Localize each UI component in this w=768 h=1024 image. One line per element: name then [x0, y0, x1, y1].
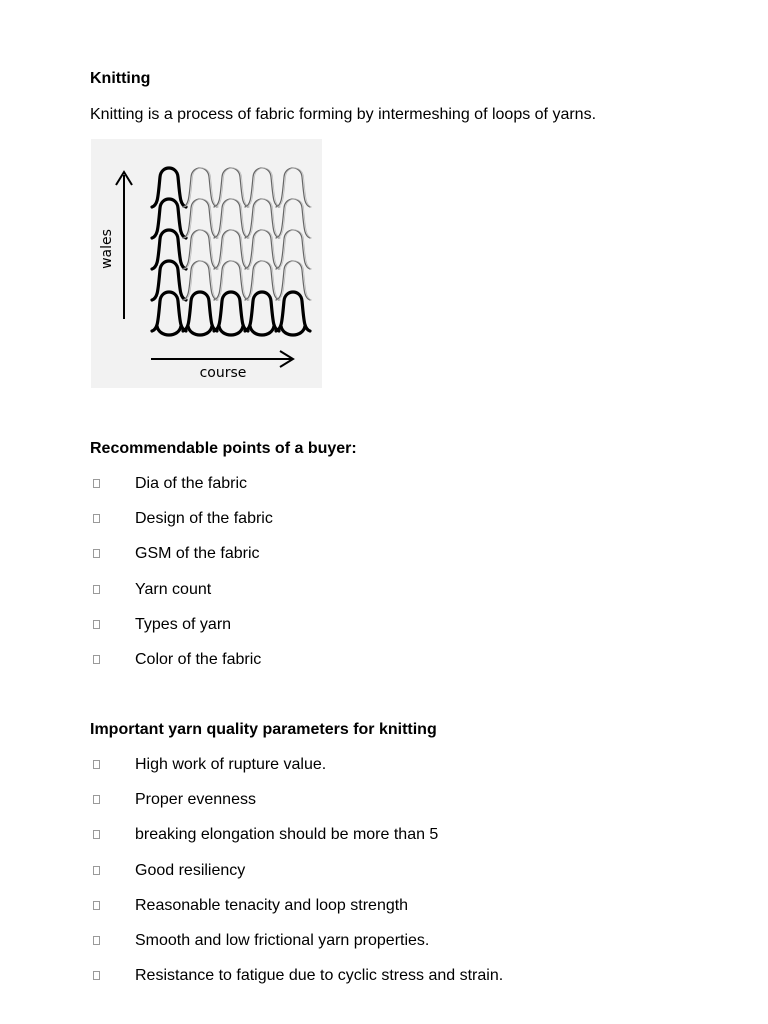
bullet-box-icon	[93, 971, 100, 980]
list-item-text: Design of the fabric	[135, 510, 273, 528]
list-item-text: Dia of the fabric	[135, 475, 248, 492]
bullet-box-icon	[93, 866, 100, 875]
wales-arrow	[116, 172, 132, 319]
buyer-points-heading: Recommendable points of a buyer:	[90, 440, 357, 457]
bullet-box-icon	[93, 620, 100, 629]
knit-loop-bottom	[250, 326, 274, 335]
knit-loop-bottom	[157, 326, 181, 335]
bullet-box-icon	[93, 514, 100, 523]
list-item-text: Smooth and low frictional yarn properties.	[135, 931, 430, 949]
list-item-text: High work of rupture value.	[135, 756, 327, 773]
list-item-text: Color of the fabric	[135, 650, 262, 668]
knitting-heading: Knitting	[90, 70, 151, 87]
knitting-diagram	[91, 139, 322, 388]
knit-loop-bottom	[219, 326, 243, 335]
bullet-box-icon	[93, 901, 100, 910]
list-item-text: Types of yarn	[135, 615, 232, 633]
bullet-box-icon	[93, 795, 100, 804]
bullet-box-icon	[93, 760, 100, 769]
list-item-text: Good resiliency	[135, 861, 246, 879]
knit-loop-bottom	[188, 326, 212, 335]
course-label: course	[199, 365, 247, 381]
list-item-text: Resistance to fatigue due to cyclic stress and strain.	[135, 967, 504, 985]
bullet-box-icon	[93, 655, 100, 664]
wales-label: wales	[99, 229, 115, 269]
bullet-box-icon	[93, 585, 100, 594]
bullet-box-icon	[93, 936, 100, 945]
knit-loop-bottom	[281, 326, 305, 335]
list-item-text: GSM of the fabric	[135, 545, 260, 563]
knit-loop	[152, 199, 186, 238]
bullet-box-icon	[93, 549, 100, 558]
knit-loop	[152, 261, 186, 300]
yarn-quality-heading: Important yarn quality parameters for knitting	[90, 721, 437, 738]
list-item-text: Yarn count	[135, 580, 212, 598]
bullet-box-icon	[93, 479, 100, 488]
knit-loop	[152, 168, 186, 207]
list-item-text: Reasonable tenacity and loop strength	[135, 896, 409, 914]
loop-grid	[152, 168, 312, 335]
knitting-definition: Knitting is a process of fabric forming by intermeshing of loops of yarns.	[90, 106, 597, 123]
knit-loop	[152, 230, 186, 269]
knitting-diagram-svg	[91, 139, 322, 388]
bullet-box-icon	[93, 830, 100, 839]
list-item-text: Proper evenness	[135, 791, 256, 809]
list-item-text: breaking elongation should be more than 5	[135, 826, 439, 844]
